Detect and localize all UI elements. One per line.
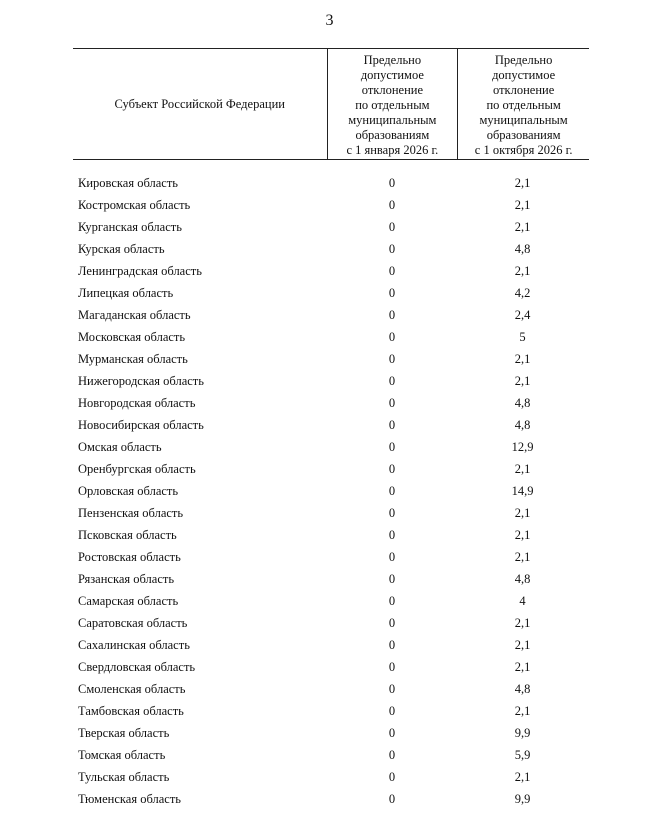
deviation-oct-2026: 2,1 bbox=[514, 659, 531, 674]
table-row bbox=[73, 722, 589, 744]
deviation-oct-2026: 4,8 bbox=[514, 241, 531, 256]
deviation-jan-2026: 0 bbox=[388, 461, 396, 476]
region-name: Омская область bbox=[78, 439, 162, 454]
deviation-oct-2026: 2,1 bbox=[514, 549, 531, 564]
table-row bbox=[73, 788, 589, 810]
region-name: Новосибирская область bbox=[78, 417, 204, 432]
deviation-jan-2026: 0 bbox=[388, 219, 396, 234]
table-row bbox=[73, 700, 589, 722]
deviation-jan-2026: 0 bbox=[388, 241, 396, 256]
region-name: Орловская область bbox=[78, 483, 179, 498]
table-row bbox=[73, 436, 589, 458]
deviation-jan-2026: 0 bbox=[388, 417, 396, 432]
table-row bbox=[73, 744, 589, 766]
deviation-jan-2026: 0 bbox=[388, 747, 396, 762]
table-row bbox=[73, 392, 589, 414]
table-row bbox=[73, 282, 589, 304]
deviation-jan-2026: 0 bbox=[388, 307, 396, 322]
region-name: Самарская область bbox=[78, 593, 179, 608]
deviation-jan-2026: 0 bbox=[388, 659, 396, 674]
region-name: Рязанская область bbox=[78, 571, 175, 586]
deviation-jan-2026: 0 bbox=[388, 439, 396, 454]
region-name: Новгородская область bbox=[78, 395, 196, 410]
region-name: Тверская область bbox=[78, 725, 170, 740]
deviation-oct-2026: 2,1 bbox=[514, 615, 531, 630]
table-row bbox=[73, 590, 589, 612]
table-body bbox=[73, 172, 589, 810]
table-row bbox=[73, 260, 589, 282]
table-row bbox=[73, 414, 589, 436]
region-name: Тамбовская область bbox=[78, 703, 184, 718]
deviation-oct-2026: 2,1 bbox=[514, 505, 531, 520]
region-name: Оренбургская область bbox=[78, 461, 196, 476]
region-name: Курская область bbox=[78, 241, 165, 256]
deviation-jan-2026: 0 bbox=[388, 263, 396, 278]
table-row bbox=[73, 458, 589, 480]
deviation-oct-2026: 5 bbox=[519, 329, 526, 344]
region-name: Тульская область bbox=[78, 769, 170, 784]
deviation-oct-2026: 12,9 bbox=[511, 439, 534, 454]
table-row bbox=[73, 568, 589, 590]
header-subject: Субъект Российской Федерации bbox=[114, 96, 285, 111]
deviation-oct-2026: 2,1 bbox=[514, 637, 531, 652]
deviation-oct-2026: 2,1 bbox=[514, 263, 531, 278]
table-row bbox=[73, 766, 589, 788]
region-name: Свердловская область bbox=[78, 659, 196, 674]
deviation-jan-2026: 0 bbox=[388, 615, 396, 630]
table-row bbox=[73, 172, 589, 194]
deviation-jan-2026: 0 bbox=[388, 549, 396, 564]
table-row bbox=[73, 216, 589, 238]
deviation-jan-2026: 0 bbox=[388, 175, 396, 190]
deviation-oct-2026: 5,9 bbox=[514, 747, 531, 762]
region-name: Ленинградская область bbox=[78, 263, 202, 278]
deviation-jan-2026: 0 bbox=[388, 197, 396, 212]
table-row bbox=[73, 502, 589, 524]
region-name: Костромская область bbox=[78, 197, 191, 212]
deviation-jan-2026: 0 bbox=[388, 725, 396, 740]
deviation-oct-2026: 4,8 bbox=[514, 395, 531, 410]
deviation-oct-2026: 2,1 bbox=[514, 219, 531, 234]
table-row bbox=[73, 656, 589, 678]
deviation-jan-2026: 0 bbox=[388, 681, 396, 696]
deviation-jan-2026: 0 bbox=[388, 571, 396, 586]
deviation-jan-2026: 0 bbox=[388, 483, 396, 498]
header-jan-2026: Предельно допустимое отклонение по отдельным муниципальным образованиям с 1 января 2026 г. bbox=[327, 49, 458, 159]
header-oct-2026: Предельно допустимое отклонение по отдельным муниципальным образованиям с 1 октября 2026 г. bbox=[457, 49, 589, 159]
region-name: Кировская область bbox=[78, 175, 179, 190]
region-name: Курганская область bbox=[78, 219, 182, 234]
deviation-oct-2026: 2,1 bbox=[514, 197, 531, 212]
deviation-jan-2026: 0 bbox=[388, 373, 396, 388]
region-name: Сахалинская область bbox=[78, 637, 190, 652]
deviation-jan-2026: 0 bbox=[388, 329, 396, 344]
region-name: Смоленская область bbox=[78, 681, 186, 696]
deviation-oct-2026: 4,2 bbox=[514, 285, 531, 300]
table-header bbox=[73, 48, 589, 160]
deviation-oct-2026: 4,8 bbox=[514, 681, 531, 696]
table-row bbox=[73, 348, 589, 370]
region-name: Псковская область bbox=[78, 527, 177, 542]
table-row bbox=[73, 612, 589, 634]
deviation-oct-2026: 9,9 bbox=[514, 725, 531, 740]
region-name: Магаданская область bbox=[78, 307, 191, 322]
table-row bbox=[73, 194, 589, 216]
deviation-jan-2026: 0 bbox=[388, 593, 396, 608]
region-name: Липецкая область bbox=[78, 285, 174, 300]
table-row bbox=[73, 678, 589, 700]
region-name: Ростовская область bbox=[78, 549, 181, 564]
table-row bbox=[73, 480, 589, 502]
deviation-jan-2026: 0 bbox=[388, 637, 396, 652]
deviation-jan-2026: 0 bbox=[388, 769, 396, 784]
deviation-jan-2026: 0 bbox=[388, 703, 396, 718]
deviation-jan-2026: 0 bbox=[388, 395, 396, 410]
deviation-oct-2026: 2,1 bbox=[514, 769, 531, 784]
deviation-oct-2026: 9,9 bbox=[514, 791, 531, 806]
deviation-oct-2026: 2,1 bbox=[514, 527, 531, 542]
region-name: Мурманская область bbox=[78, 351, 188, 366]
table-row bbox=[73, 304, 589, 326]
table-row bbox=[73, 634, 589, 656]
deviation-jan-2026: 0 bbox=[388, 791, 396, 806]
deviation-jan-2026: 0 bbox=[388, 527, 396, 542]
deviation-oct-2026: 4,8 bbox=[514, 417, 531, 432]
deviation-jan-2026: 0 bbox=[388, 351, 396, 366]
table-row bbox=[73, 326, 589, 348]
page-number: 3 bbox=[325, 12, 334, 29]
deviation-jan-2026: 0 bbox=[388, 285, 396, 300]
region-name: Нижегородская область bbox=[78, 373, 204, 388]
deviation-oct-2026: 4,8 bbox=[514, 571, 531, 586]
deviation-oct-2026: 2,1 bbox=[514, 175, 531, 190]
deviation-oct-2026: 2,4 bbox=[514, 307, 531, 322]
deviation-jan-2026: 0 bbox=[388, 505, 396, 520]
table-row bbox=[73, 524, 589, 546]
region-name: Московская область bbox=[78, 329, 186, 344]
deviation-table bbox=[73, 48, 589, 810]
deviation-oct-2026: 4 bbox=[519, 593, 526, 608]
deviation-oct-2026: 2,1 bbox=[514, 373, 531, 388]
region-name: Тюменская область bbox=[78, 791, 181, 806]
table-row bbox=[73, 238, 589, 260]
region-name: Томская область bbox=[78, 747, 166, 762]
deviation-oct-2026: 2,1 bbox=[514, 703, 531, 718]
table-row bbox=[73, 370, 589, 392]
deviation-oct-2026: 2,1 bbox=[514, 461, 531, 476]
region-name: Пензенская область bbox=[78, 505, 184, 520]
deviation-oct-2026: 2,1 bbox=[514, 351, 531, 366]
deviation-oct-2026: 14,9 bbox=[511, 483, 534, 498]
region-name: Саратовская область bbox=[78, 615, 188, 630]
table-row bbox=[73, 546, 589, 568]
